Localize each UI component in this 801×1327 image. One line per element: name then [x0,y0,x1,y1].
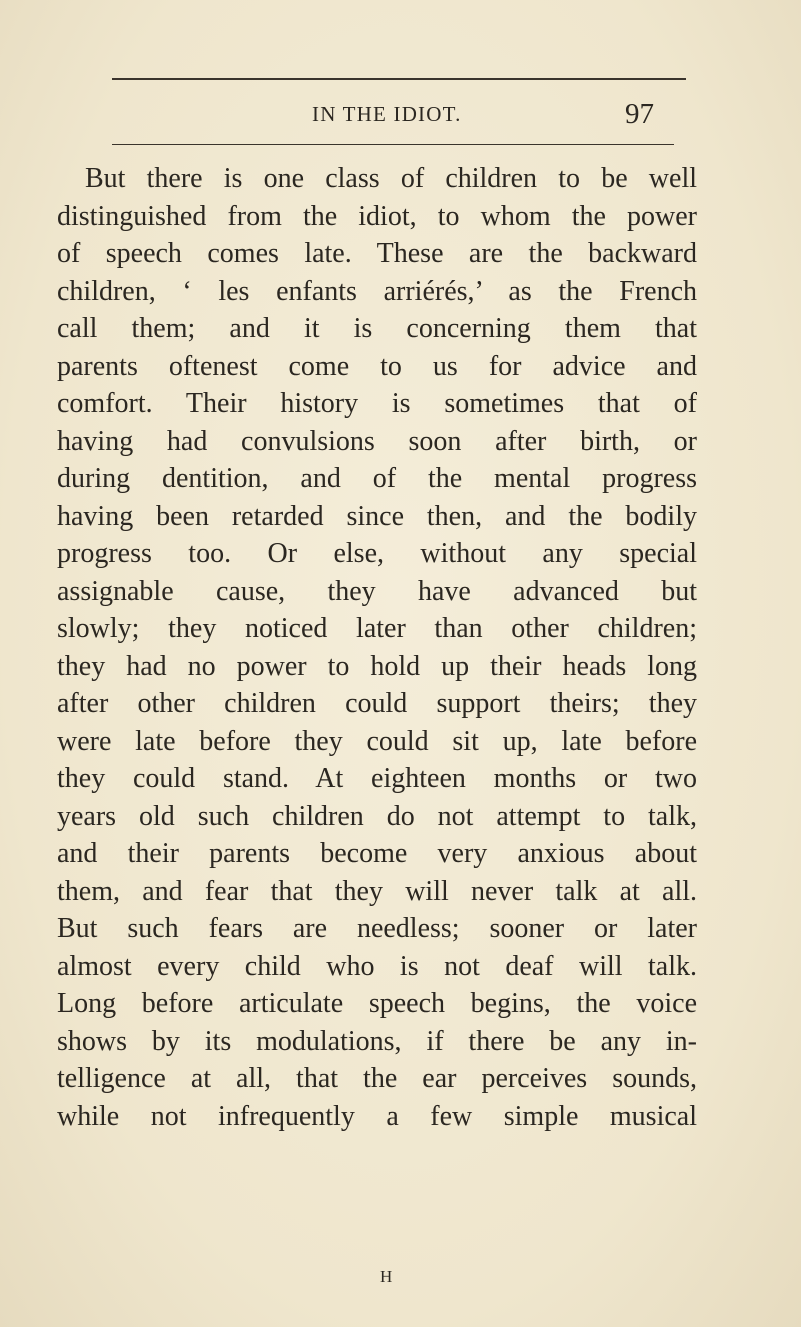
signature-mark: H [380,1267,394,1286]
text-line: Long before articulate speech begins, the voice [57,988,697,1019]
text-line: progress too. Or else, without any special [57,538,697,569]
page-number: 97 [625,98,654,130]
text-line: slowly; they noticed later than other children; [57,613,697,644]
text-line: children, ‘ les enfants arriérés,’ as the French [57,275,697,307]
text-line: But there is one class of children to be well [85,163,697,194]
header-bottom-rule [112,144,674,145]
running-head [0,94,801,134]
body-paragraph [57,160,697,1135]
text-line: having had convulsions soon after birth, or [57,425,697,457]
header-top-rule [112,78,686,80]
text-line: distinguished from the idiot, to whom the power [57,200,697,232]
text-line: were late before they could sit up, late before [57,725,697,757]
text-line: them, and fear that they will never talk at all. [57,875,697,907]
text-line: shows by its modulations, if there be any in- [57,1025,697,1057]
text-line: comfort. Their history is sometimes that of [57,388,697,419]
text-line: of speech comes late. These are the backward [57,238,697,269]
text-line: telligence at all, that the ear perceives sounds, [57,1063,697,1094]
text-line: years old such children do not attempt to talk, [57,800,697,832]
text-line: during dentition, and of the mental progress [57,463,697,494]
text-line: having been retarded since then, and the bodily [57,500,697,532]
text-line: assignable cause, they have advanced but [57,575,697,607]
text-line: while not infrequently a few simple musical [57,1100,697,1132]
text-line: they could stand. At eighteen months or two [57,763,697,794]
text-line: parents oftenest come to us for advice and [57,350,697,382]
text-line: and their parents become very anxious about [57,838,697,869]
text-line: But such fears are needless; sooner or later [57,913,697,944]
text-line: call them; and it is concerning them that [57,313,697,344]
text-line: after other children could support theirs; they [57,688,697,719]
text-line: they had no power to hold up their heads long [57,650,697,682]
text-line: almost every child who is not deaf will talk. [57,950,697,982]
running-title: IN THE IDIOT. [312,102,462,126]
